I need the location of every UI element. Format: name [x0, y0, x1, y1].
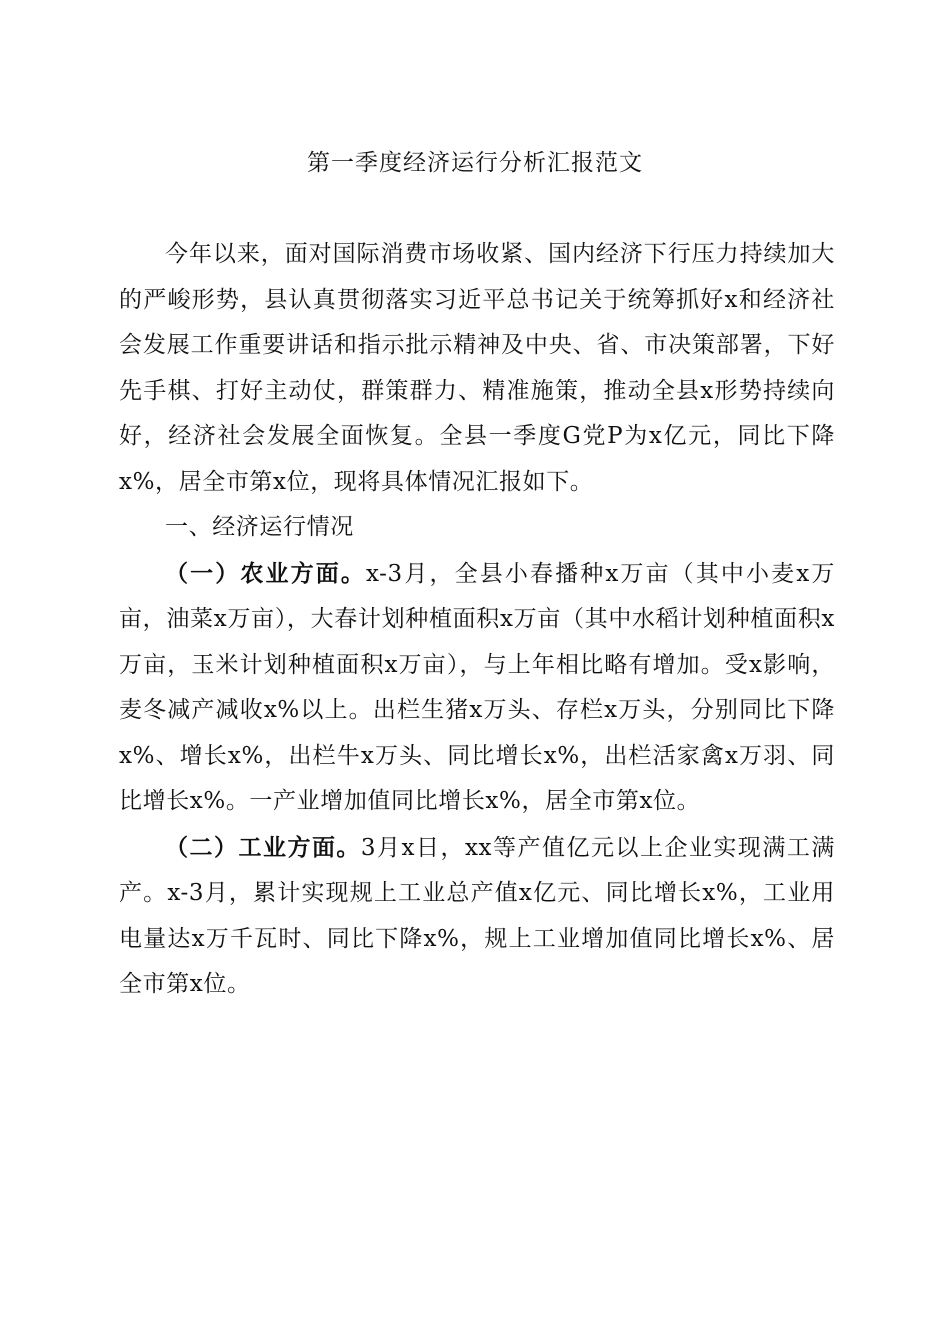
agriculture-lead: （一）农业方面。 [165, 559, 367, 587]
agriculture-text: x-3月，全县小春播种x万亩（其中小麦x万亩，油菜x万亩），大春计划种植面积x万亩（其中水稻计划种植面积x万亩，玉米计划种植面积x万亩），与上年相比略有增加。受x影响，麦冬减产减收x%以上。出栏生猪x万头、存栏x万头，分别同比下降x%、增长x%，出栏牛x万头、同比增长x%，出栏活家禽x万羽、同比增长x%。一产业增加值同比增长x%，居全市第x位。 [119, 560, 835, 814]
document-body [119, 232, 835, 1008]
intro-paragraph: 今年以来，面对国际消费市场收紧、国内经济下行压力持续加大的严峻形势，县认真贯彻落实习近平总书记关于统筹抓好x和经济社会发展工作重要讲话和指示批示精神及中央、省、市决策部署，下好先手棋、打好主动仗，群策群力、精准施策，推动全县x形势持续向好，经济社会发展全面恢复。全县一季度G党P为x亿元，同比下降x%，居全市第x位，现将具体情况汇报如下。 [119, 241, 835, 495]
industry-lead: （二）工业方面。 [165, 833, 361, 861]
document-title: 第一季度经济运行分析汇报范文 [307, 150, 643, 176]
industry-text: 3月x日，xx等产值亿元以上企业实现满工满产。x-3月，累计实现规上工业总产值x亿元、同比增长x%，工业用电量达x万千瓦时、同比下降x%，规上工业增加值同比增长x%、居全市第x位。 [119, 834, 835, 997]
agriculture-paragraph [119, 551, 835, 825]
section-heading-economic-operation: 一、经济运行情况 [165, 514, 354, 540]
industry-paragraph [119, 825, 835, 1008]
